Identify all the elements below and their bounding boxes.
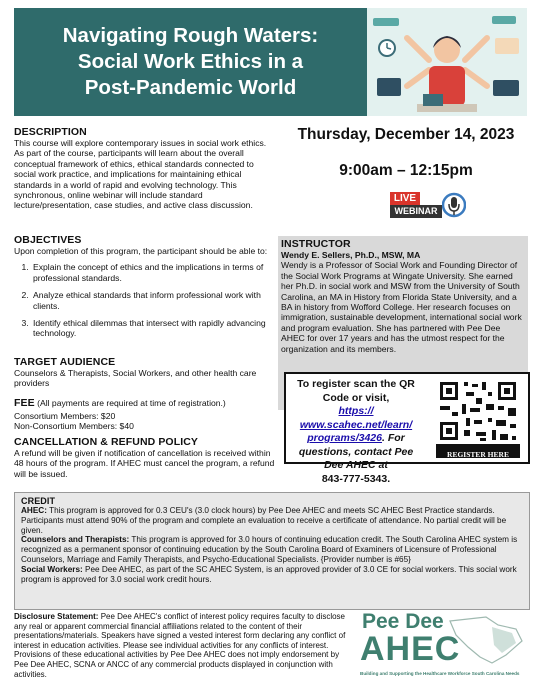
instructor-bio: Wendy is a Professor of Social Work and Founding Director of the Social Work Programs at Wingate University. She earned her Ph.D. in social work and MSW from the University of South Carolina, an MA in History from Florida State University, and a BA in history from Wofford College. Her research focuses on immigration, sustainable development, international social work and program evaluation. She has partnered with Pee Dee AHEC for over 17 years and has the utmost respect for the organization and its members. xyxy=(281,260,522,354)
register-contact: . For questions, contact Pee Dee AHEC at xyxy=(298,432,414,471)
register-link-part: programs/3426 xyxy=(307,432,382,444)
description-section xyxy=(14,126,276,211)
logo-line-2: AHEC xyxy=(360,630,461,668)
objective-item: 2. Analyze ethical standards that inform professional work with clients. xyxy=(31,290,276,311)
objectives-heading: OBJECTIVES xyxy=(14,234,82,246)
audience-heading: TARGET AUDIENCE xyxy=(14,356,116,368)
disclosure-section xyxy=(14,612,352,679)
objective-item: 1. Explain the concept of ethics and the implications in terms of professional standards. xyxy=(31,262,276,283)
credit-sw-text: Pee Dee AHEC, as part of the SC AHEC System, is an approved provider of 3.0 CE for social workers. This social work program is approved for 3.0 social work credit hours. xyxy=(21,564,517,584)
pee-dee-ahec-logo xyxy=(360,611,528,687)
credit-ahec-text: This program is approved for 0.3 CEU's (3.0 clock hours) by Pee Dee AHEC and meets SC AHEC Best Practice standards. Participants must attend 90% of the program and complete an evaluation to receive a certificate of attendance. No partial credit will be given. xyxy=(21,506,507,535)
register-link-part: www.scahec.net/learn/ xyxy=(299,418,413,431)
fee-heading: FEE xyxy=(14,397,35,409)
fee-consortium: Consortium Members: $20 xyxy=(14,411,116,421)
objectives-intro: Upon completion of this program, the participant should be able to: xyxy=(14,246,268,256)
logo-tagline: Building and Supporting the Healthcare Workforce South Carolina Needs xyxy=(360,671,520,676)
busy-person-illustration xyxy=(367,8,527,116)
live-webinar-badge xyxy=(390,192,466,224)
webinar-label: WEBINAR xyxy=(390,205,442,218)
instructor-name: Wendy E. Sellers, Ph.D., MSW, MA xyxy=(281,250,421,260)
fee-section xyxy=(14,393,276,432)
live-label: LIVE xyxy=(390,192,420,205)
register-box xyxy=(284,372,530,485)
objective-item: 3. Identify ethical dilemmas that intersect with rapidly advancing technology. xyxy=(31,318,276,339)
description-text: This course will explore contemporary issues in social work ethics. As part of the course, participants will learn about the overall conceptual framework of ethics, ethical standards connected to social work practice, and implications for maintaining ethical standards in a world of rapid and evolving technology. This synchronous, online webinar will include standard lecture/presentation, case studies, and active class discussion. xyxy=(14,138,267,211)
title-banner xyxy=(14,8,367,116)
credit-sw-label: Social Workers: xyxy=(21,564,83,574)
instructor-heading: INSTRUCTOR xyxy=(281,238,351,250)
title-line-2: Social Work Ethics in a xyxy=(77,50,304,73)
title-line-1: Navigating Rough Waters: xyxy=(62,24,319,47)
objectives-section xyxy=(14,234,276,346)
audience-text: Counselors & Therapists, Social Workers, and other health care providers xyxy=(14,368,257,389)
microphone-icon xyxy=(442,192,466,224)
description-heading: DESCRIPTION xyxy=(14,126,87,138)
credit-counselors-text: This program is approved for 3.0 hours of continuing education credit. The South Carolina AHEC system is recognized as a permanent sponsor of continuing education by the South Carolina Board of Examiners of Licensure of Professional Counselors, Marriage and Family Therapists, and Psycho-Educational Specialists. {Provider number is #65} xyxy=(21,535,518,564)
fee-note: (All payments are required at time of registration.) xyxy=(34,398,226,408)
cancellation-section xyxy=(14,436,276,479)
qr-code[interactable] xyxy=(436,378,520,458)
credit-section xyxy=(14,492,530,610)
cancellation-heading: CANCELLATION & REFUND POLICY xyxy=(14,436,199,448)
cancellation-text: A refund will be given if notification of cancellation is received within 48 hours of the program. If AHEC must cancel the program, a refund will be issued. xyxy=(14,448,275,479)
event-time: 9:00am – 12:15pm xyxy=(339,162,473,179)
objectives-list xyxy=(14,262,276,338)
credit-heading: CREDIT xyxy=(21,496,56,506)
credit-ahec-label: AHEC: xyxy=(21,506,47,515)
qr-code-icon xyxy=(436,378,520,444)
hero-illustration xyxy=(367,8,527,116)
register-link-part: https:// xyxy=(338,405,374,417)
logo-line-1: Pee Dee xyxy=(362,610,444,633)
event-date: Thursday, December 14, 2023 xyxy=(297,126,515,143)
disclosure-label: Disclosure Statement: xyxy=(14,612,99,621)
register-intro: To register scan the QR Code or visit, xyxy=(297,378,415,404)
register-phone: 843-777-5343. xyxy=(321,472,391,485)
audience-section xyxy=(14,356,276,389)
credit-counselors-label: Counselors and Therapists: xyxy=(21,535,130,545)
qr-label: REGISTER HERE xyxy=(447,450,509,459)
fee-non-consortium: Non-Consortium Members: $40 xyxy=(14,421,134,432)
disclosure-text: Pee Dee AHEC's conflict of interest policy requires faculty to disclose any real or apparent commercial financial affiliations related to the content of their presentations/materials. Speakers have signed a vested interest form declaring any conflict of interest in education activities. Please see individual activities for any conflicts of interest. Provisions of these educational activities by Pee Dee AHEC does not imply endorsement by Pee Dee AHEC, SCNA or ANCC of any commercial products displayed in conjunction with activities. xyxy=(14,612,346,679)
title-line-3: Post-Pandemic World xyxy=(84,76,297,99)
